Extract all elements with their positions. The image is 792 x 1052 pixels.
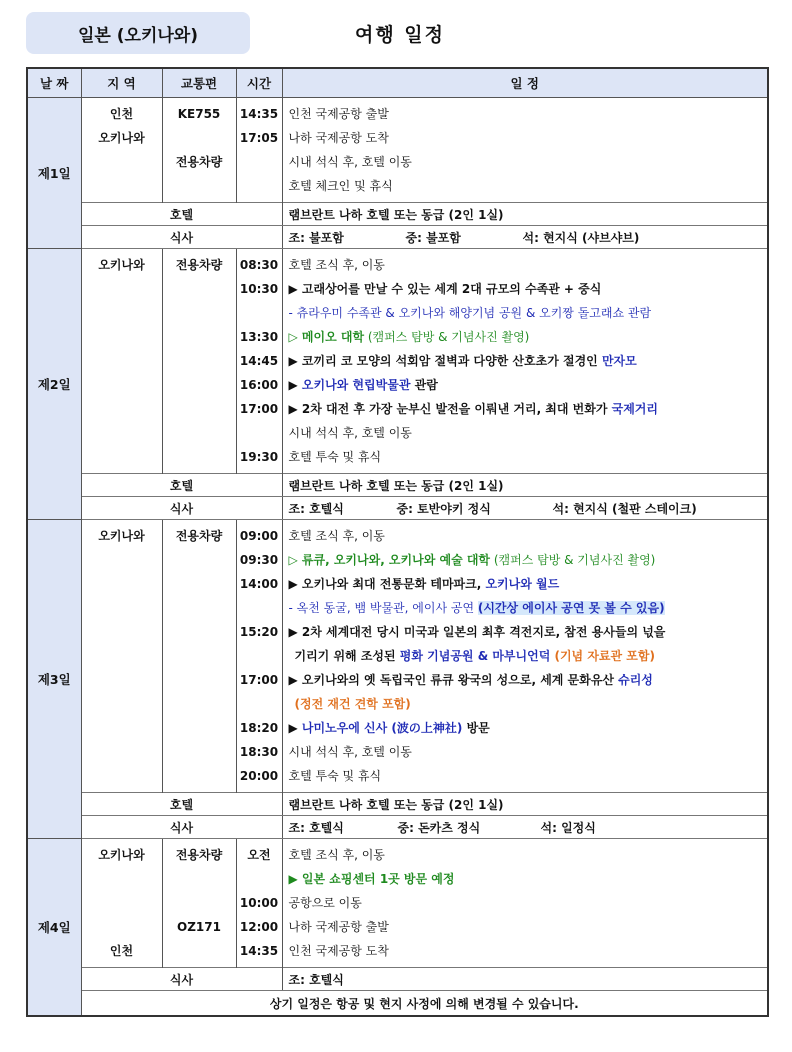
- schedule-line: ▶ 2차 세계대전 당시 미국과 일본의 최후 격전지로, 참전 용사들의 넋을: [288, 625, 666, 639]
- schedule-line: ▶ 고래상어를 만날 수 있는 세계 2대 규모의 수족관 + 중식: [288, 282, 602, 296]
- schedule-line: (정전 재건 견학 포함): [294, 697, 411, 711]
- meal-value: 조: 불포함 중: 불포함 석: 현지식 (샤브샤브): [282, 226, 768, 249]
- day3-meal-row: [27, 816, 768, 839]
- day1-meal-row: [27, 226, 768, 249]
- day3-region-col: 오키나와: [81, 520, 162, 793]
- schedule-line: 호텔 조식 후, 이동: [288, 848, 385, 862]
- hotel-value: 램브란트 나하 호텔 또는 동급 (2인 1실): [282, 474, 768, 497]
- day4-time-col: 오전 10:00 12:00 14:35: [236, 839, 282, 968]
- schedule-line: - 츄라우미 수족관 & 오키나와 해양기념 공원 & 오키짱 돌고래쇼 관람: [288, 306, 652, 320]
- day3-schedule-col: [282, 520, 768, 793]
- footer-note-row: [27, 991, 768, 1017]
- schedule-line: ▷ 메이오 대학 (캠퍼스 탐방 & 기념사진 촬영): [288, 330, 530, 344]
- day4-region-col: 오키나와 인천: [81, 839, 162, 968]
- table-header-row: [27, 68, 768, 98]
- hotel-label: 호텔: [81, 474, 282, 497]
- meal-value: 조: 호텔식 중: 돈카츠 정식 석: 일정식: [282, 816, 768, 839]
- day4-meal-row: [27, 968, 768, 991]
- footer-note: 상기 일정은 항공 및 현지 사정에 의해 변경될 수 있습니다.: [81, 991, 768, 1017]
- day3-main-row: [27, 520, 768, 793]
- meal-label: 식사: [81, 226, 282, 249]
- region-title: 일본 (오키나와): [78, 25, 198, 46]
- schedule-line: ▶ 일본 쇼핑센터 1곳 방문 예정: [288, 872, 455, 886]
- schedule-line: 호텔 조식 후, 이동: [288, 258, 385, 272]
- hotel-label: 호텔: [81, 793, 282, 816]
- header-schedule: 일 정: [282, 68, 768, 98]
- day2-transport-col: 전용차량: [162, 249, 236, 474]
- schedule-line: 호텔 투숙 및 휴식: [288, 769, 382, 783]
- day1-label: 제1일: [27, 98, 81, 249]
- schedule-line: ▶ 오키나와의 옛 독립국인 류큐 왕국의 성으로, 세계 문화유산 슈리성: [288, 673, 653, 687]
- schedule-line: 공항으로 이동: [288, 896, 362, 910]
- header-time: 시간: [236, 68, 282, 98]
- schedule-line: 시내 석식 후, 호텔 이동: [288, 155, 412, 169]
- day3-label: 제3일: [27, 520, 81, 839]
- schedule-line: 인천 국제공항 도착: [288, 944, 389, 958]
- day2-main-row: [27, 249, 768, 474]
- day1-region-col: 인천 오키나와: [81, 98, 162, 203]
- day2-time-col: 08:30 10:30 13:30 14:45 16:00 17:00 19:30: [236, 249, 282, 474]
- meal-label: 식사: [81, 816, 282, 839]
- schedule-line: 인천 국제공항 출발: [288, 107, 389, 121]
- schedule-line: 호텔 체크인 및 휴식: [288, 179, 393, 193]
- schedule-line: 호텔 투숙 및 휴식: [288, 450, 382, 464]
- meal-value: 조: 호텔식: [282, 968, 768, 991]
- day1-time-col: 14:35 17:05: [236, 98, 282, 203]
- schedule-line: 시내 석식 후, 호텔 이동: [288, 426, 412, 440]
- day3-time-col: 09:00 09:30 14:00 15:20 17:00 18:20 18:30 20:00: [236, 520, 282, 793]
- schedule-table: [26, 67, 769, 1017]
- day1-hotel-row: [27, 203, 768, 226]
- schedule-line: ▶ 오키나와 최대 전통문화 테마파크, 오키나와 월드: [288, 577, 560, 591]
- day1-main-row: [27, 98, 768, 203]
- day4-main-row: [27, 839, 768, 968]
- schedule-line: - 옥천 동굴, 뱀 박물관, 에이사 공연 (시간상 에이사 공연 못 볼 수 있음): [288, 601, 665, 615]
- day4-transport-col: 전용차량 OZ171: [162, 839, 236, 968]
- hotel-value: 램브란트 나하 호텔 또는 동급 (2인 1실): [282, 793, 768, 816]
- day1-transport-col: KE755 전용차량: [162, 98, 236, 203]
- day3-hotel-row: [27, 793, 768, 816]
- day2-region-col: 오키나와: [81, 249, 162, 474]
- schedule-line: ▶ 오키나와 현립박물관 관람: [288, 378, 438, 392]
- schedule-line: 기리기 위해 조성된 평화 기념공원 & 마부니언덕 (기념 자료관 포함): [294, 649, 655, 663]
- day3-transport-col: 전용차량: [162, 520, 236, 793]
- header-region: 지 역: [81, 68, 162, 98]
- hotel-label: 호텔: [81, 203, 282, 226]
- meal-label: 식사: [81, 497, 282, 520]
- schedule-line: 호텔 조식 후, 이동: [288, 529, 385, 543]
- schedule-line: ▶ 2차 대전 후 가장 눈부신 발전을 이뤄낸 거리, 최대 번화가 국제거리: [288, 402, 658, 416]
- header-transport: 교통편: [162, 68, 236, 98]
- day4-schedule-col: [282, 839, 768, 968]
- day2-schedule-col: [282, 249, 768, 474]
- hotel-value: 램브란트 나하 호텔 또는 동급 (2인 1실): [282, 203, 768, 226]
- schedule-line: ▶ 나미노우에 신사 (波の上神社) 방문: [288, 721, 490, 735]
- day2-hotel-row: [27, 474, 768, 497]
- day1-schedule-col: [282, 98, 768, 203]
- region-title-box: [26, 12, 250, 54]
- schedule-line: 나하 국제공항 도착: [288, 131, 389, 145]
- schedule-line: ▷ 류큐, 오키나와, 오키나와 예술 대학 (캠퍼스 탐방 & 기념사진 촬영): [288, 553, 656, 567]
- schedule-line: ▶ 코끼리 코 모양의 석회암 절벽과 다양한 산호초가 절경인 만자모: [288, 354, 637, 368]
- schedule-line: 나하 국제공항 출발: [288, 920, 389, 934]
- meal-value: 조: 호텔식 중: 토반야키 정식 석: 현지식 (철판 스테이크): [282, 497, 768, 520]
- day2-label: 제2일: [27, 249, 81, 520]
- schedule-line: 시내 석식 후, 호텔 이동: [288, 745, 412, 759]
- meal-label: 식사: [81, 968, 282, 991]
- day4-label: 제4일: [27, 839, 81, 1017]
- page-title: 여행 일정: [354, 23, 446, 46]
- day2-meal-row: [27, 497, 768, 520]
- header-date: 날 짜: [27, 68, 81, 98]
